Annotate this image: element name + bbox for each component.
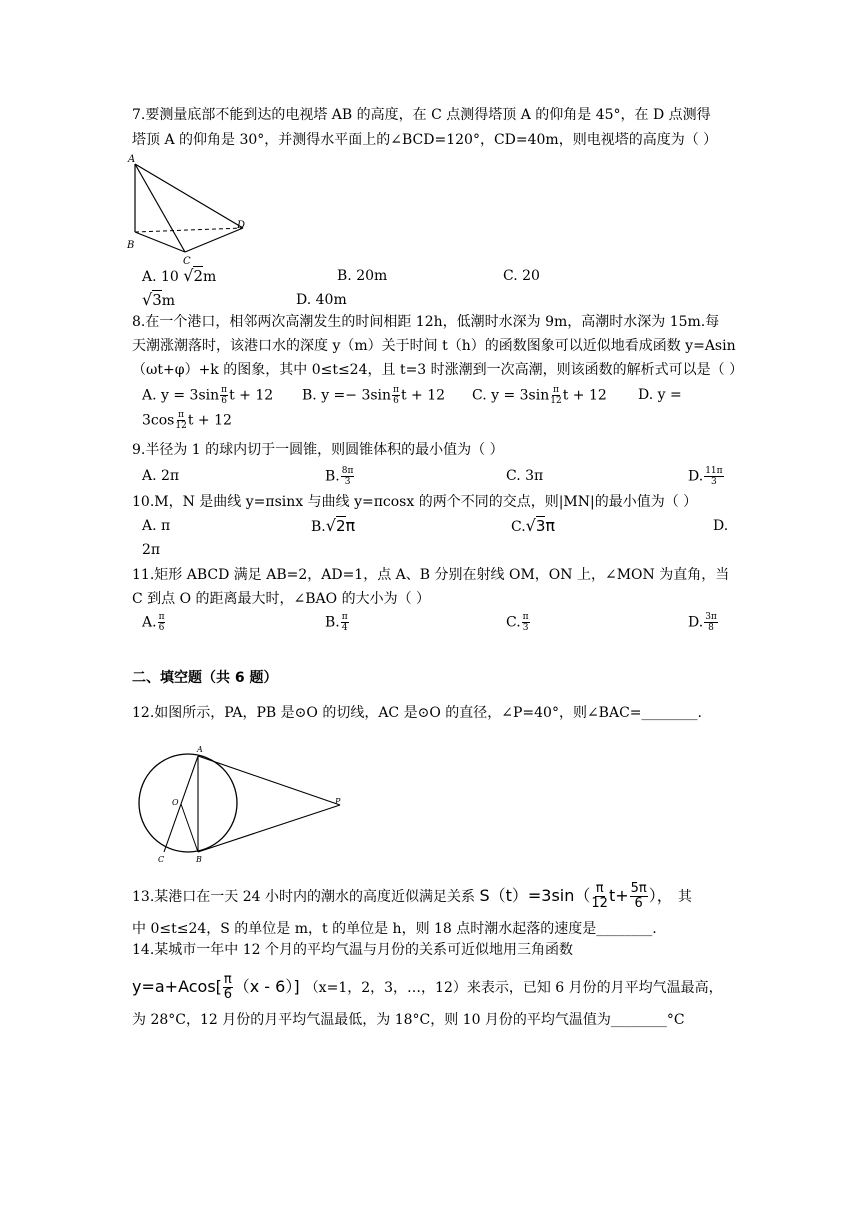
q11-option-a: A. $\frac{\pi}{6}$ bbox=[142, 612, 165, 633]
q14-line3: 为 28°C，12 月份的月平均气温最低，为 18°C，则 10 月份的平均气温值为________°C bbox=[132, 1012, 685, 1028]
q9-option-a: A. 2π bbox=[142, 468, 180, 484]
q8-option-d: D. y = bbox=[638, 387, 682, 403]
q10-option-b: B.√2π bbox=[311, 516, 356, 535]
q10-option-d: D. bbox=[713, 518, 729, 534]
q7-figure bbox=[125, 150, 255, 265]
q7-option-d: D. 40m bbox=[296, 292, 347, 308]
q7-option-c-cont: √3m bbox=[142, 290, 176, 309]
q8-line2: 天潮涨潮落时，该港口水的深度 y（m）关于时间 t（h）的函数图象可以近似地看成函数 y=Asin bbox=[132, 338, 736, 354]
q13-line2: 中 0≤t≤24，S 的单位是 m，t 的单位是 h，则 18 点时潮水起落的速度是________. bbox=[132, 921, 657, 937]
q12-label-a: A bbox=[197, 745, 203, 754]
q7-option-c: C. 20 bbox=[503, 268, 540, 284]
q12-label-p: P bbox=[335, 797, 341, 806]
q7-label-b: B bbox=[127, 240, 135, 251]
q12-figure bbox=[128, 745, 348, 868]
q12-label-b: B bbox=[196, 855, 202, 864]
sqrt-icon: √ bbox=[525, 516, 536, 535]
sqrt-icon: √ bbox=[142, 290, 153, 309]
q8-option-c: C. y = 3sin $\frac{\pi}{12}$ t + 12 bbox=[472, 385, 607, 406]
q7-option-b: B. 20m bbox=[337, 268, 388, 284]
q7-line2: 塔顶 A 的仰角是 30°，并测得水平面上的∠BCD=120°，CD=40m，则电视塔的高度为（ ） bbox=[132, 132, 718, 148]
q9-stem: 9.半径为 1 的球内切于一圆锥，则圆锥体积的最小值为（ ） bbox=[132, 442, 504, 458]
q8-option-b: B. y =− 3sin $\frac{\pi}{6}$ t + 12 bbox=[302, 385, 446, 406]
q13-formula: S（t）=3sin（ $\frac{\pi}{12}$ t+ $\frac{5\pi}{6}$ ）， bbox=[479, 881, 673, 911]
q10-stem: 10.M，N 是曲线 y=πsinx 与曲线 y=πcosx 的两个不同的交点，则|MN|的最小值为（ ） bbox=[132, 494, 698, 510]
q7-option-a: A. 10 √2m bbox=[142, 266, 217, 285]
q11-option-c: C. $\frac{\pi}{3}$ bbox=[506, 612, 529, 633]
q9-option-d: D. $\frac{11\pi}{3}$ bbox=[688, 466, 723, 487]
q7-label-d: D bbox=[237, 220, 246, 231]
q7-label-c: C bbox=[183, 256, 191, 267]
q7-label-a: A bbox=[128, 154, 136, 165]
q11-line1: 11.矩形 ABCD 满足 AB=2，AD=1，点 A、B 分别在射线 OM，ON 上，∠MON 为直角，当 bbox=[132, 567, 730, 583]
q11-option-b: B. $\frac{\pi}{4}$ bbox=[325, 612, 348, 633]
q9-option-b: B. $\frac{8\pi}{3}$ bbox=[325, 466, 354, 487]
sqrt-icon: √ bbox=[183, 266, 194, 285]
q10-option-c: C.√3π bbox=[511, 516, 556, 535]
q12-label-c: C bbox=[158, 855, 165, 864]
sqrt-icon: √ bbox=[325, 516, 336, 535]
q14-formula: y=a+Acos[ $\frac{\pi}{6}$ （x - 6）] bbox=[132, 972, 300, 1002]
q12-label-o: O bbox=[172, 798, 179, 807]
q13-line1: 13.某港口在一天 24 小时内的潮水的高度近似满足关系 S（t）=3sin（ $\frac{\pi}{12}$ t+ $\frac{5\pi}{6}$ ）， 其 bbox=[132, 881, 692, 911]
q8-line1: 8.在一个港口，相邻两次高潮发生的时间相距 12h，低潮时水深为 9m，高潮时水深为 15m.每 bbox=[132, 314, 720, 330]
q11-option-d: D. $\frac{3\pi}{8}$ bbox=[688, 612, 717, 633]
q10-option-d-cont: 2π bbox=[142, 542, 161, 558]
q14-line1: 14.某城市一年中 12 个月的平均气温与月份的关系可近似地用三角函数 bbox=[132, 942, 573, 958]
q12-stem: 12.如图所示，PA，PB 是⊙O 的切线，AC 是⊙O 的直径，∠P=40°，则∠BAC=________. bbox=[132, 705, 702, 721]
section-heading: 二、填空题（共 6 题） bbox=[132, 670, 278, 686]
q8-option-a: A. y = 3sin $\frac{\pi}{6}$ t + 12 bbox=[142, 385, 274, 406]
q10-option-a: A. π bbox=[142, 518, 171, 534]
q11-line2: C 到点 O 的距离最大时，∠BAO 的大小为（ ） bbox=[132, 591, 431, 607]
q9-option-c: C. 3π bbox=[506, 468, 544, 484]
q7-line1: 7.要测量底部不能到达的电视塔 AB 的高度，在 C 点测得塔顶 A 的仰角是 45°，在 D 点测得 bbox=[132, 107, 711, 123]
q8-line3: （ωt+φ）+k 的图象，其中 0≤t≤24，且 t=3 时涨潮到一次高潮，则该函数的解析式可以是（ ） bbox=[132, 362, 744, 378]
q8-option-d-cont: 3cos $\frac{\pi}{12}$ t + 12 bbox=[142, 410, 232, 431]
q14-line2: y=a+Acos[ $\frac{\pi}{6}$ （x - 6）] （x=1，2，3，…，12）来表示，已知 6 月份的月平均气温最高， bbox=[132, 972, 723, 1002]
